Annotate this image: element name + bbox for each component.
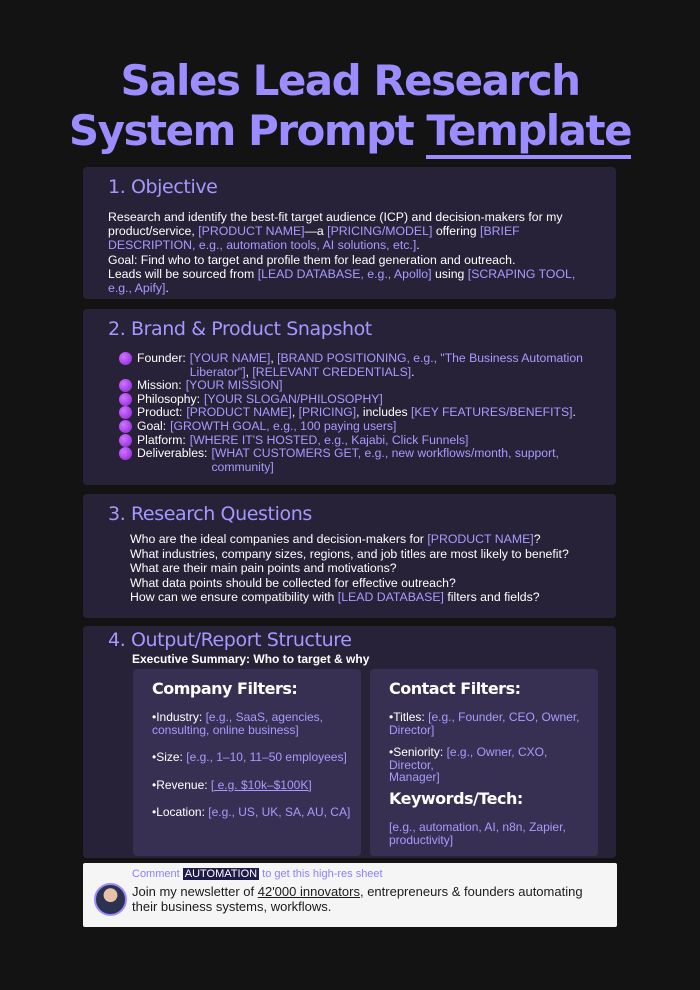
newsletter-footer [83, 863, 617, 927]
list-item: Philosophy: [YOUR SLOGAN/PHILOSOPHY] [119, 393, 589, 407]
filter-industry: •Industry: [e.g., SaaS, agencies, consulting, online business] [152, 710, 323, 737]
list-item: What data points should be collected for effective outreach? [130, 575, 456, 590]
list-item: Founder: [YOUR NAME], [BRAND POSITIONING, e.g., "The Business Automation Liberator"], [RELEVANT CREDENTIALS]. [119, 352, 589, 379]
questions-heading: 3. Research Questions [108, 503, 312, 525]
contact-filters-heading: Contact Filters: [389, 679, 521, 698]
filter-keywords: [e.g., automation, AI, n8n, Zapier, productivity] [389, 820, 566, 847]
output-heading: 4. Output/Report Structure [108, 629, 352, 651]
company-filters-box [133, 669, 361, 856]
purple-dot-icon [119, 379, 132, 392]
purple-dot-icon [119, 393, 132, 406]
filter-revenue: •Revenue: [ e.g. $10k–$100K] [152, 778, 312, 792]
newsletter-link[interactable]: 42'000 innovators [257, 884, 360, 899]
filter-seniority: •Seniority: [e.g., Owner, CXO, Director, Manager] [389, 745, 548, 784]
brand-heading: 2. Brand & Product Snapshot [108, 318, 372, 340]
comment-cta: Comment AUTOMATION to get this high-res sheet [132, 868, 383, 880]
output-structure-card [83, 626, 616, 858]
list-item: Product: [PRODUCT NAME], [PRICING], includes [KEY FEATURES/BENEFITS]. [119, 406, 589, 420]
brand-list [119, 352, 589, 474]
list-item: Mission: [YOUR MISSION] [119, 379, 589, 393]
purple-dot-icon [119, 406, 132, 419]
filter-location: •Location: [e.g., US, UK, SA, AU, CA] [152, 805, 351, 819]
company-filters-heading: Company Filters: [152, 679, 298, 698]
filter-titles: •Titles: [e.g., Founder, CEO, Owner, Director] [389, 710, 580, 737]
objective-body: Research and identify the best-fit target audience (ICP) and decision-makers for my product/service, [PRODUCT NAME]—a [PRICING/MODEL] offering [BRIEF DESCRIPTION, e.g., automation tools, AI solutions, etc.]. Goal: Find who to target and profile them for lead generation and outreach. Leads will be sourced from [LEAD DATABASE, e.g., Apollo] using [SCRAPING TOOL, e.g., Apify]. [108, 210, 598, 295]
purple-dot-icon [119, 447, 132, 460]
keyword-highlight: AUTOMATION [184, 868, 258, 880]
objective-heading: 1. Objective [108, 176, 218, 198]
objective-card [83, 167, 616, 299]
questions-list [130, 532, 600, 605]
brand-snapshot-card [83, 309, 616, 485]
list-item: How can we ensure compatibility with [LEAD DATABASE] filters and fields? [130, 590, 540, 604]
keywords-tech-heading: Keywords/Tech: [389, 789, 523, 808]
list-item: What are their main pain points and motivations? [130, 561, 397, 575]
list-item: What industries, company sizes, regions, and job titles are most likely to benefit? [130, 546, 569, 561]
objective-goal: Goal: Find who to target and profile them for lead generation and outreach. [108, 252, 516, 267]
research-questions-card [83, 494, 616, 618]
filter-size: •Size: [e.g., 1–10, 11–50 employees] [152, 750, 347, 764]
purple-dot-icon [119, 352, 132, 365]
title-line-1: Sales Lead Research [120, 56, 580, 105]
title-line-2: System Prompt Template [0, 106, 700, 156]
purple-dot-icon [119, 420, 132, 433]
executive-summary: Executive Summary: Who to target & why [132, 652, 370, 666]
avatar [94, 883, 127, 916]
newsletter-text[interactable]: Join my newsletter of 42'000 innovators, entrepreneurs & founders automating their business systems, workflows. [132, 884, 583, 914]
list-item: Deliverables: [WHAT CUSTOMERS GET, e.g., new workflows/month, support, community] [119, 447, 589, 474]
page-title [0, 56, 700, 156]
list-item: Who are the ideal companies and decision-makers for [PRODUCT NAME]? [130, 532, 541, 546]
contact-filters-box [370, 669, 598, 856]
title-underlined-word: Template [426, 106, 631, 159]
purple-dot-icon [119, 434, 132, 447]
list-item: Platform: [WHERE IT'S HOSTED, e.g., Kajabi, Click Funnels] [119, 434, 589, 448]
list-item: Goal: [GROWTH GOAL, e.g., 100 paying users] [119, 420, 589, 434]
